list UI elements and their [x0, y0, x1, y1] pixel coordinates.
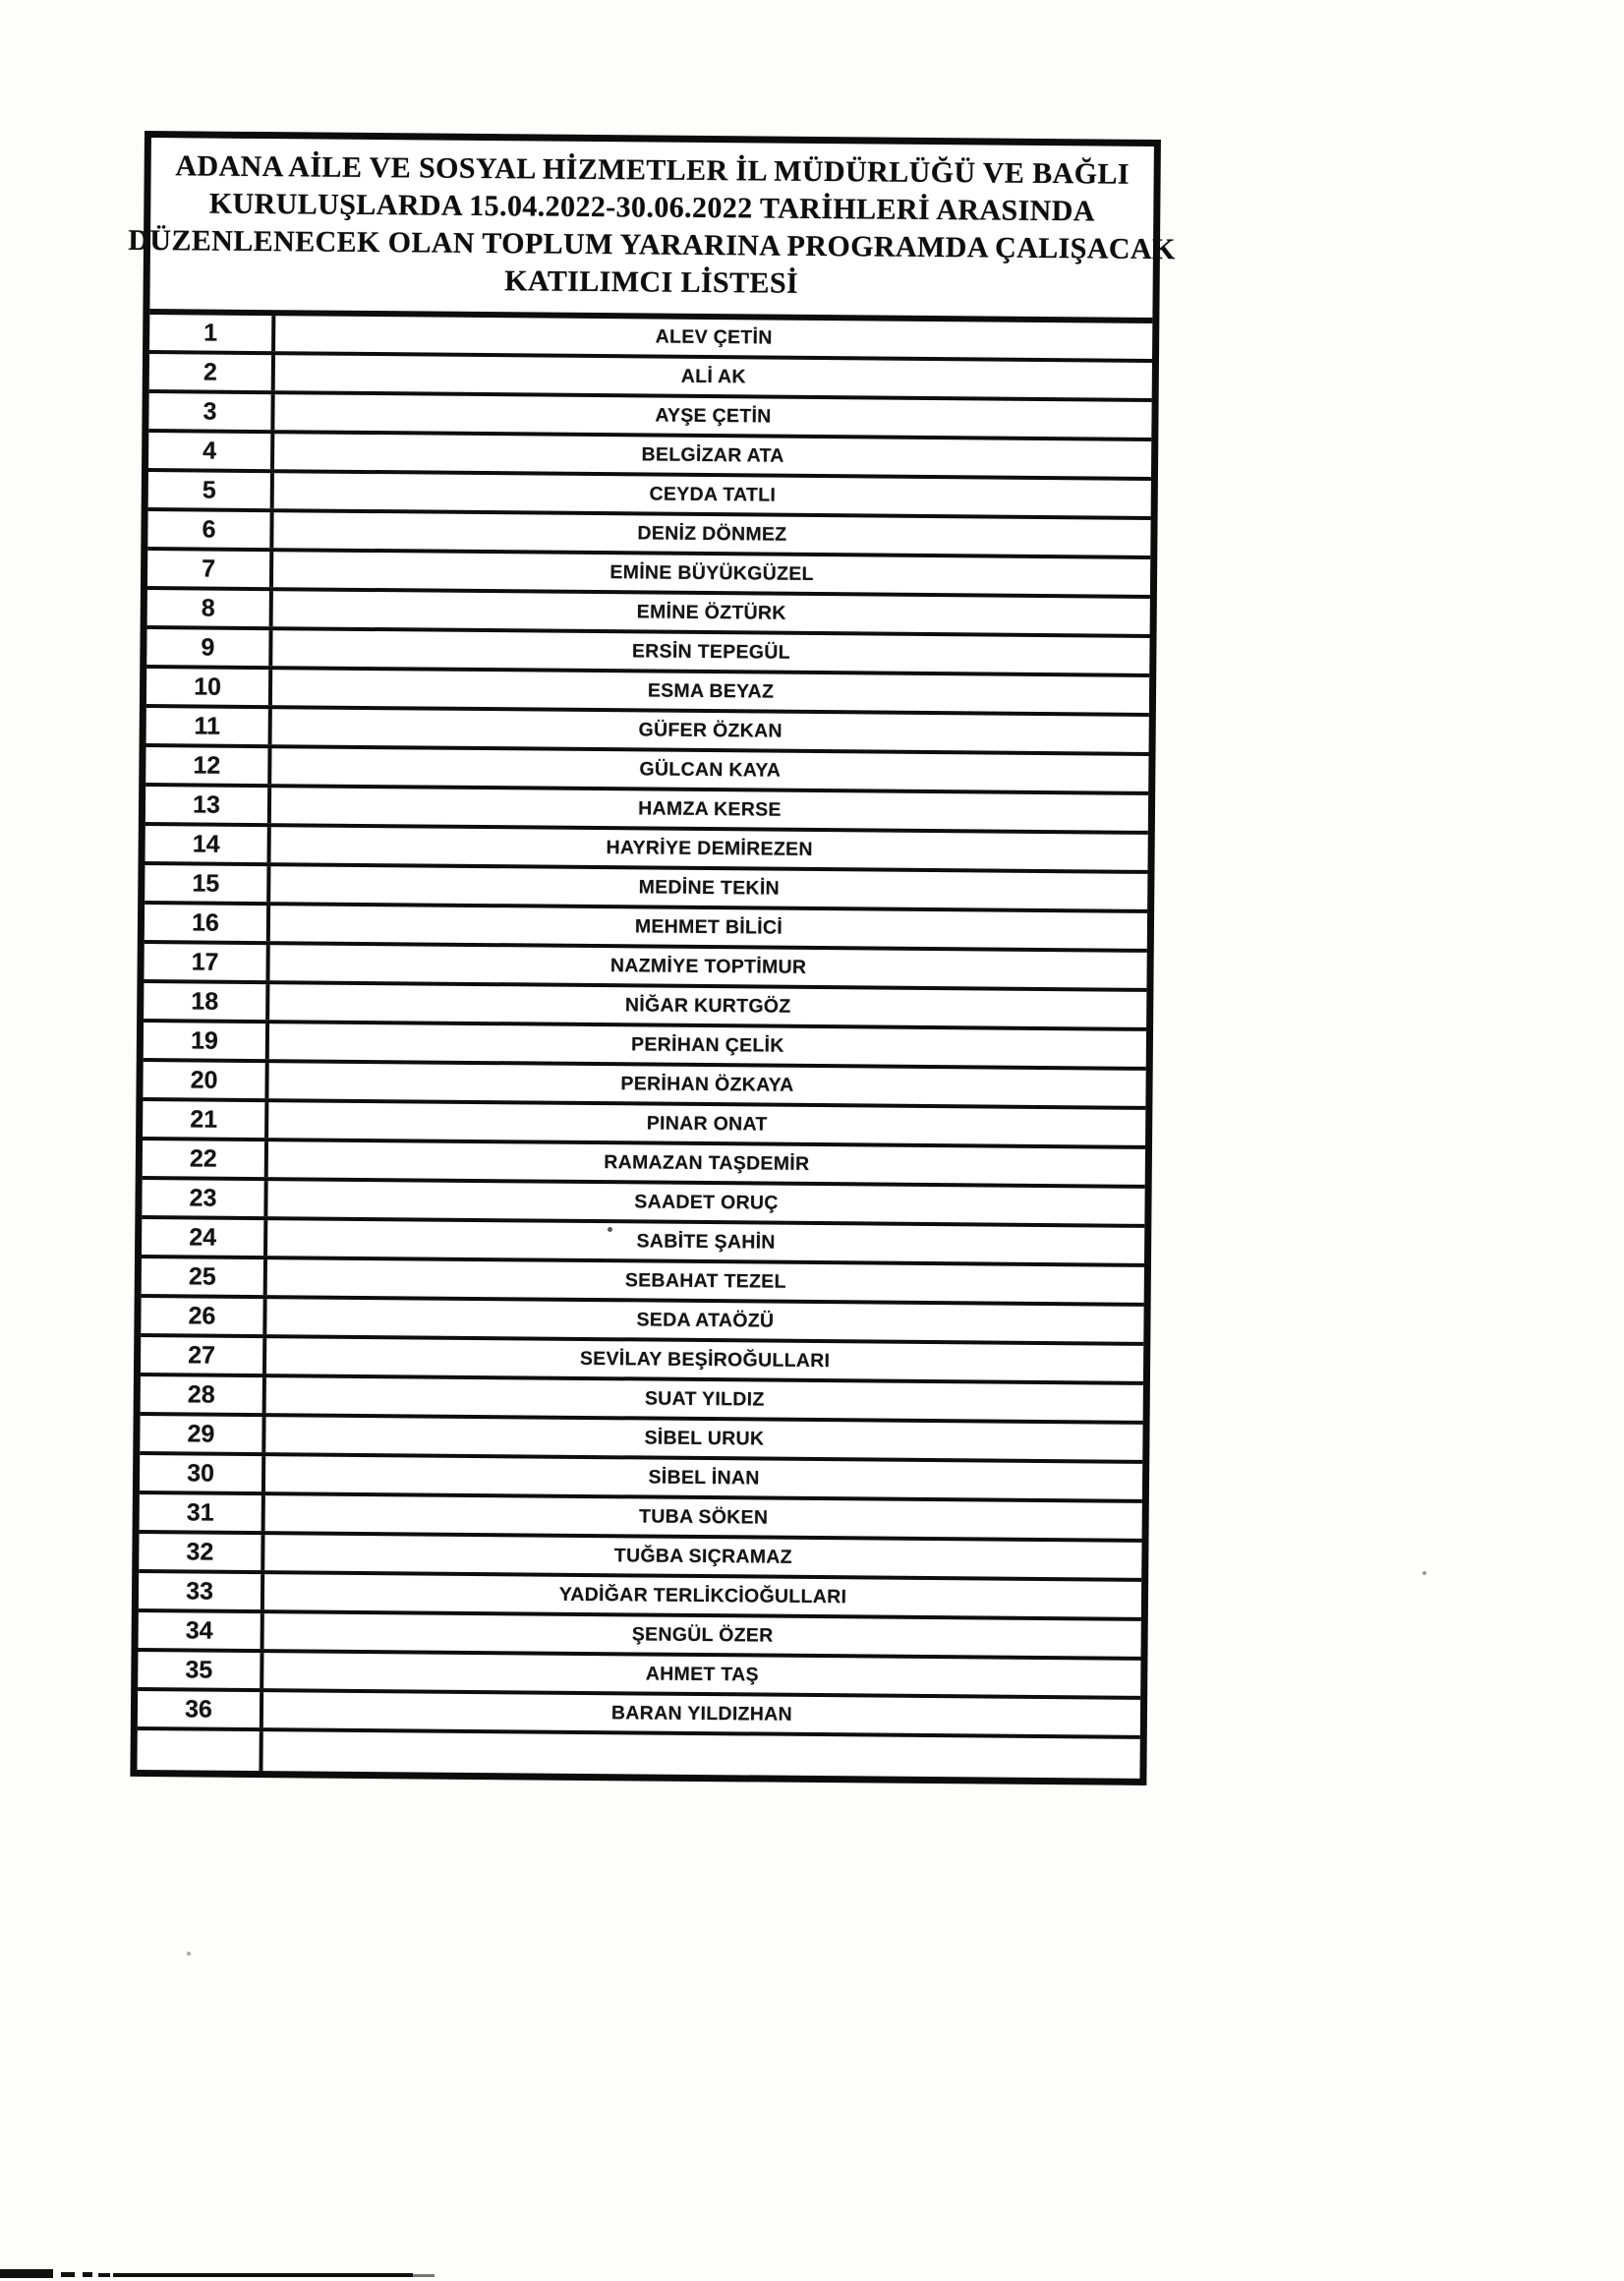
row-number-cell: 21	[143, 1101, 268, 1138]
scan-speck	[608, 1227, 612, 1232]
row-number-cell: 10	[146, 669, 272, 705]
document-title-line: DÜZENLENECEK OLAN TOPLUM YARARINA PROGRAMDA ÇALIŞACAK	[128, 223, 1176, 266]
row-number-cell: 22	[143, 1140, 268, 1177]
row-number-cell: 29	[140, 1416, 265, 1452]
participant-name-cell: CEYDA TATLI	[649, 482, 777, 506]
row-number-cell: 14	[145, 826, 271, 862]
participant-name-cell: NİĞAR KURTGÖZ	[624, 993, 791, 1018]
scan-artifact-line	[413, 2274, 435, 2277]
document-title	[128, 138, 1176, 323]
scan-artifact-dash	[61, 2272, 75, 2277]
participant-name-cell: ALİ AK	[680, 365, 746, 387]
participant-name-cell: NAZMİYE TOPTİMUR	[609, 954, 807, 978]
participant-name-cell: SİBEL İNAN	[648, 1466, 760, 1490]
row-number-cell: 32	[139, 1534, 264, 1570]
participant-name-cell: HAYRİYE DEMİREZEN	[606, 836, 813, 860]
row-number-cell: 13	[145, 787, 271, 823]
participant-name-cell: GÜFER ÖZKAN	[638, 718, 783, 742]
row-number-cell: 19	[144, 1023, 269, 1059]
participant-name-cell: YADİĞAR TERLİKCİOĞULLARI	[558, 1583, 847, 1608]
row-number-cell: 18	[144, 983, 269, 1020]
row-number-cell: 33	[139, 1573, 264, 1609]
participant-name-cell: ESMA BEYAZ	[647, 678, 775, 703]
participant-name-cell: MEDİNE TEKİN	[638, 875, 781, 900]
participant-name-cell: BARAN YILDIZHAN	[610, 1701, 793, 1725]
row-number-cell: 9	[146, 629, 272, 666]
document-title-line: ADANA AİLE VE SOSYAL HİZMETLER İL MÜDÜRLÜĞÜ VE BAĞLI	[175, 149, 1131, 191]
row-number-cell: 30	[140, 1455, 265, 1491]
row-number-cell	[137, 1730, 262, 1771]
row-number-cell: 2	[149, 354, 275, 390]
row-number-cell: 16	[145, 905, 270, 941]
participant-name-cell: SUAT YILDIZ	[644, 1386, 765, 1411]
participant-name-cell: HAMZA KERSE	[638, 796, 782, 821]
scan-artifact-dash	[83, 2272, 92, 2277]
participant-name-cell: TUBA SÖKEN	[639, 1504, 769, 1529]
row-number-cell: 17	[144, 944, 269, 980]
scan-artifact-line	[0, 2269, 53, 2278]
participant-name-cell: ERSİN TEPEGÜL	[631, 639, 790, 664]
row-number-cell: 4	[148, 433, 274, 469]
participant-name-cell: PINAR ONAT	[646, 1111, 768, 1136]
scan-speck	[1422, 1571, 1426, 1575]
row-number-cell: 11	[146, 708, 272, 744]
participant-name-cell: AHMET TAŞ	[645, 1663, 759, 1686]
participant-name-cell: AYŞE ÇETİN	[655, 404, 772, 428]
participant-name-cell: DENİZ DÖNMEZ	[637, 521, 787, 546]
row-number-cell: 34	[139, 1612, 264, 1649]
row-number-cell: 15	[145, 865, 270, 902]
row-number-cell: 26	[141, 1298, 266, 1334]
participant-list-table	[128, 131, 1176, 1785]
document-title-line: KATILIMCI LİSTESİ	[504, 264, 799, 300]
row-number-cell: 1	[149, 315, 275, 351]
participant-rows	[137, 315, 1152, 1779]
participant-name-cell: ŞENGÜL ÖZER	[631, 1622, 774, 1647]
row-number-cell: 7	[147, 551, 273, 587]
scan-speck	[187, 1952, 191, 1956]
table-row	[137, 1730, 1139, 1779]
row-number-cell: 23	[142, 1180, 267, 1216]
participant-name-cell: BELGİZAR ATA	[641, 442, 784, 467]
row-number-cell: 36	[138, 1691, 263, 1727]
participant-name-cell: EMİNE ÖZTÜRK	[636, 600, 786, 624]
row-number-cell: 12	[145, 747, 271, 784]
row-number-cell: 31	[140, 1494, 265, 1531]
row-number-cell: 20	[143, 1062, 268, 1098]
participant-name-cell: SABİTE ŞAHİN	[636, 1229, 776, 1254]
participant-name-cell: PERİHAN ÇELİK	[631, 1032, 784, 1057]
document-title-line: KURULUŞLARDA 15.04.2022-30.06.2022 TARİHLERİ ARASINDA	[208, 187, 1095, 228]
row-number-cell: 28	[141, 1376, 266, 1413]
scan-artifact-line	[113, 2273, 413, 2277]
participant-name-cell: SİBEL URUK	[644, 1426, 765, 1450]
participant-name-cell: SEVİLAY BEŞİROĞULLARI	[579, 1347, 831, 1372]
participant-name-cell: GÜLCAN KAYA	[639, 757, 782, 782]
participant-name-cell: TUĞBA SIÇRAMAZ	[613, 1544, 793, 1568]
scan-artifact-dash	[98, 2273, 110, 2277]
participant-name-cell: MEHMET BİLİCİ	[634, 914, 783, 939]
participant-name-cell: SAADET ORUÇ	[634, 1190, 779, 1214]
row-number-cell: 24	[142, 1219, 267, 1256]
row-number-cell: 35	[138, 1652, 263, 1688]
participant-name-cell: ALEV ÇETİN	[655, 325, 773, 349]
participant-name-cell: PERİHAN ÖZKAYA	[620, 1072, 794, 1096]
row-number-cell: 3	[148, 393, 274, 430]
participant-name-cell: RAMAZAN TAŞDEMİR	[604, 1150, 810, 1175]
row-number-cell: 27	[141, 1337, 266, 1374]
participant-name-cell	[262, 1731, 1139, 1779]
row-number-cell: 25	[142, 1258, 267, 1295]
row-number-cell: 8	[147, 590, 273, 626]
participant-name-cell: SEBAHAT TEZEL	[624, 1268, 786, 1293]
row-number-cell: 6	[147, 511, 273, 548]
participant-name-cell: SEDA ATAÖZÜ	[636, 1308, 775, 1332]
row-number-cell: 5	[148, 472, 274, 508]
participant-name-cell: EMİNE BÜYÜKGÜZEL	[609, 560, 814, 585]
